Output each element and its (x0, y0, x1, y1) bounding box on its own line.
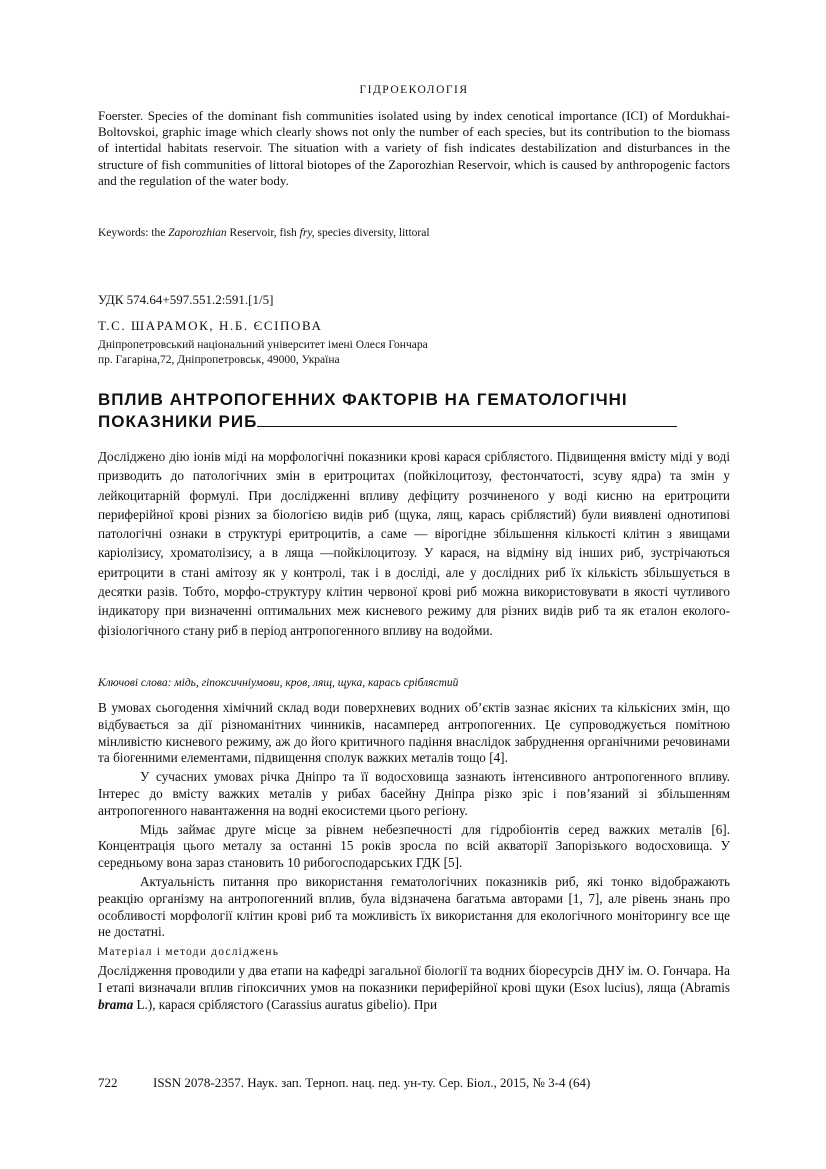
title-underline (257, 412, 677, 427)
article-title (98, 389, 730, 433)
article-body (98, 700, 730, 1013)
body-paragraph-5 (98, 963, 730, 1013)
affiliation-university: Дніпропетровський національний університет імені Олеся Гончара (98, 339, 428, 351)
authors: Т.С. ШАРАМОК, Н.Б. ЄСІПОВА (98, 318, 323, 333)
udc-code: УДК 574.64+597.551.2:591.[1/5] (98, 292, 274, 307)
keywords-post: species diversity, littoral (317, 227, 430, 239)
body-paragraph-4: Актуальність питання про використання гематологічних показників риб, які тонко відображають реакцію організму на антропогенний вплив, була відзначена багатьма авторами [1, 7], але рівень знань про особливості морфології клітин крові риб та можливість їх використання для екологічного моніторингу все ще не достатні. (98, 873, 730, 940)
p5-text-pre: Дослідження проводили у два етапи на кафедрі загальної біології та водних біоресурсів ДНУ ім. О. Гончара. На І етапі визначали вплив гіпоксичних умов на показники периферійної крові щуки (Esox lucius), ляща (Abramis (98, 962, 730, 995)
body-paragraph-2: У сучасних умовах річка Дніпро та її водосховища зазнають інтенсивного антропогенного впливу. Інтерес до вмісту важких металів у рибах басейну Дніпра різко зріс і пов’язаний зі збільшенням антропогенного навантаження на водні екосистеми цього регіону. (98, 769, 730, 818)
section-heading-methods: Матеріал і методи досліджень (98, 946, 280, 959)
keywords-mid: Reservoir, fish (229, 227, 297, 239)
abstract-ukrainian: Досліджено дію іонів міді на морфологічні показники крові карася сріблястого. Підвищення вмісту міді у воді призводить до патологічних змін в еритроцитах (пойкілоцитозу, фестончатості, зсуву ядра) та змін у лейкоцитарній формулі. При дослідженні впливу дефіциту розчиненого у воді кисню на еритроцити периферійної крові різних за біологією видів риб (щука, лящ, карась сріблястий) були виявлені однотипові патологічні ознаки в структурі еритроцитів, а саме — вірогідне збільшення кількості клітин з явищами каріолізису, хроматолізису, а в ляща —пойкілоцитозу. У карася, на відміну від інших риб, зустрічаються еритроцити в стані амітозу як у контролі, так і в досліді, але у дослідних риб їх кількість збільшується в десятки разів. Тобто, морфо-структуру клітин червоної крові риб можна використовувати в якості чутливого індикатору при визначенні оптимальних меж кисневого режиму для різних видів риб та як еталон еколого-фізіологічного стану риб в період антропогенного впливу на водойми. (98, 449, 730, 638)
keywords-ukrainian: Ключові слова: мідь, гіпоксичніумови, кров, лящ, щука, карась сріблястий (98, 677, 459, 689)
page-number: 722 (98, 1075, 118, 1090)
title-line-1: ВПЛИВ АНТРОПОГЕННИХ ФАКТОРІВ НА ГЕМАТОЛОГІЧНІ (98, 390, 628, 409)
body-paragraph-3: Мідь займає друге місце за рівнем небезпечності для гідробіонтів серед важких металів [6]. Концентрація цього металу за останні 15 років зросла по всій акваторії Запорізького водосховища. У середньому вона зараз становить 10 рибогосподарських ГДК [5]. (98, 821, 730, 871)
affiliation (98, 338, 428, 368)
abstract-english: Foerster. Species of the dominant fish communities isolated using by index cenotical importance (ICI) of Mordukhai-Boltovskoi, graphic image which clearly shows not only the number of each species, but its contribution to the biomass of intertidal habitats reservoir. The situation with a variety of fish indicates destabilization and disturbances in the structure of fish communities of littoral biotopes of the Zaporozhian Reservoir, which is caused by anthropogenic factors and the regulation of the water body. (98, 108, 730, 188)
keywords-english (98, 227, 730, 239)
body-paragraph-1: В умовах сьогодення хімічний склад води поверхневих водних об’єктів зазнає якісних та кількісних змін, що відбувається за дії різноманітних чинників, насамперед антропогенних. Це супроводжується помітною мінливістю кисневого режиму, аж до його критичного падіння внаслідок забруднення органічними речовинами та біогенними елементами, підвищення сполук важких металів тощо [4]. (98, 700, 730, 766)
keywords-label: Keywords: (98, 227, 149, 239)
keywords-italic-fry: fry, (299, 227, 315, 239)
affiliation-address: пр. Гагаріна,72, Дніпропетровськ, 49000, Україна (98, 354, 340, 366)
p5-bold-brama: brama (98, 996, 134, 1012)
keywords-pre: the (151, 227, 166, 239)
running-head: ГІДРОЕКОЛОГІЯ (359, 84, 469, 96)
title-line-2: ПОКАЗНИКИ РИБ (98, 412, 258, 431)
keywords-italic-reservoir: Zaporozhian (168, 227, 227, 239)
p5-text-post: L.), карася сріблястого (Carassius auratus gibelio). При (136, 996, 438, 1012)
journal-citation: ISSN 2078-2357. Наук. зап. Терноп. нац. пед. ун-ту. Сер. Біол., 2015, № 3-4 (64) (153, 1075, 591, 1090)
page-footer (98, 1075, 730, 1091)
